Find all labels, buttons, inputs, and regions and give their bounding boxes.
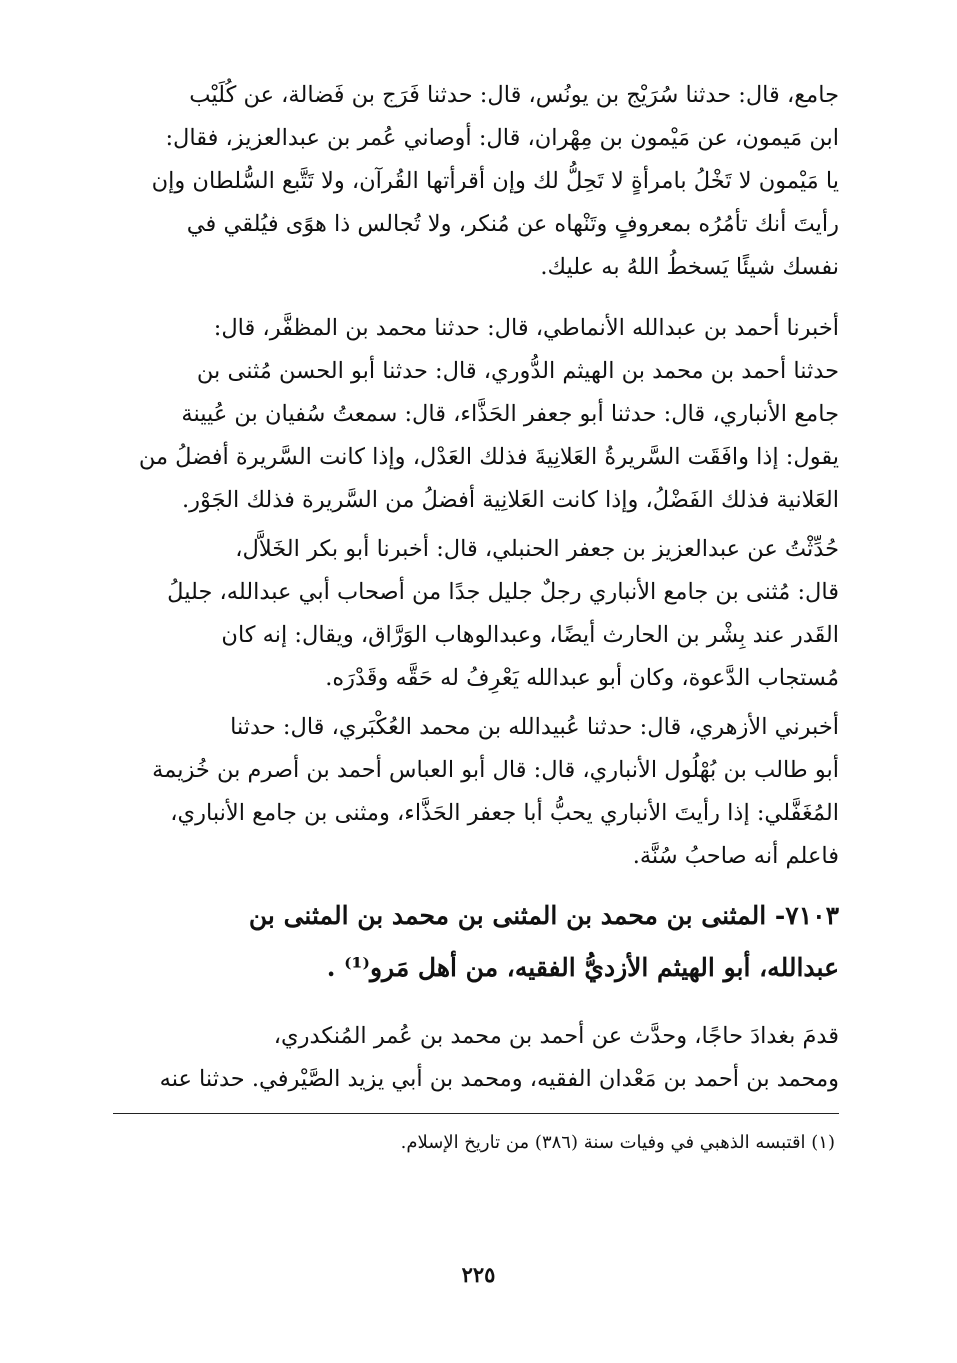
text-line: قدمَ بغدادَ حاجًا، وحدَّث عن أحمد بن محمد بن عُمر المُنكدري، [273,1022,839,1049]
text-line: العَلانية فذلك الفَضْلُ، وإذا كانت العَلانِية أفضلُ من السَّريرة فذلك الجَوْر. [182,487,839,513]
text-line: أخبرني الأزهري، قال: حدثنا عُبيدالله بن محمد العُكْبَري، قال: حدثنا [230,714,839,740]
text-line: نفسك شيئًا يَسخطُ اللهُ به عليك. [540,254,839,280]
heading-line: ٧١٠٣- المثنى بن محمد بن المثنى بن محمد بن المثنى بن [248,901,839,930]
text-line: رأيتَ أنك تأمُرُه بمعروفٍ وتَنْهاه عن مُنكر، ولا تُجالس ذا هوًى فيُلقي في [186,211,839,237]
paragraph-2 [130,307,839,522]
paragraph-3 [130,528,839,700]
text-line: حُدِّثْتُ عن عبدالعزيز بن جعفر الحنبلي، قال: أخبرنا أبو بكر الخَلاَّل، [235,536,839,562]
text-line: أخبرنا أحمد بن عبدالله الأنماطي، قال: حدثنا محمد بن المظفَّر، قال: [213,315,839,341]
page-body [130,74,839,1101]
text-line: يا مَيْمون لا تَخْلُ بامرأةٍ لا تَحِلُّ لك وإن أقرأتها القُرآن، ولا تَتَّبع السُّلطان وإن [151,168,839,194]
text-line: قال: مُثنى بن جامع الأنباري رجلٌ جليل جدًا من أصحاب أبي عبدالله، جليلُ [167,579,839,605]
text-line: فاعلم أنه صاحبُ سُنَّة. [632,843,839,869]
heading-line: عبدالله، أبو الهيثم الأزديُّ الفقيه، من أهل مَرو⁽¹⁾ . [326,953,839,982]
text-line: جامع الأنباري، قال: حدثنا أبو جعفر الحَذَّاء، قال: سمعتُ سُفيان بن عُيينة [181,401,839,427]
text-line: يقول: إذا وافَقَت السَّريرةُ العَلانِيةَ فذلك العَدْل، وإذا كانت السَّريرة أفضلُ من [138,444,839,470]
text-line: ومحمد بن أحمد بن مَعْدان الفقيه، ومحمد بن أبي يزيد الصَّيْرفي. حدثنا عنه [159,1065,839,1092]
text-line: أبو طالب بن بُهْلُول الأنباري، قال: قال أبو العباس أحمد بن أصرم بن خُزيمة [152,757,839,783]
paragraph-4 [130,706,839,878]
text-line: المُغَفَّلي: إذا رأيتَ الأنباري يحبُّ أبا جعفر الحَذَّاء، ومثنى بن جامع الأنباري، [170,800,839,826]
footnote-divider [113,1113,839,1114]
entry-heading [130,890,839,994]
page-number: ٢٢٥ [461,1262,496,1287]
footnote: (١) اقتبسه الذهبي في وفيات سنة (٣٨٦) من تاريخ الإسلام. [400,1132,835,1153]
paragraph-1 [130,74,839,289]
text-line: القَدر عند بِشْر بن الحارث أيضًا، وعبدالوهاب الوَرَّاق، ويقال: إنه كان [221,622,839,648]
text-line: مُستجاب الدَّعوة، وكان أبو عبدالله يَعْرِفُ له حَقَّه وقَدْرَه. [325,665,839,691]
text-line: حدثنا أحمد بن محمد بن الهيثم الدُّوري، قال: حدثنا أبو الحسن مُثنى بن [196,358,839,384]
paragraph-after-heading [130,1015,839,1101]
text-line: جامع، قال: حدثنا سُرَيْج بن يونُس، قال: حدثنا فَرَج بن فَضالة، عن كُلَيْب [189,82,839,108]
text-line: ابن مَيمون، عن مَيْمون بن مِهْران، قال: أوصاني عُمر بن عبدالعزيز، فقال: [165,125,839,151]
